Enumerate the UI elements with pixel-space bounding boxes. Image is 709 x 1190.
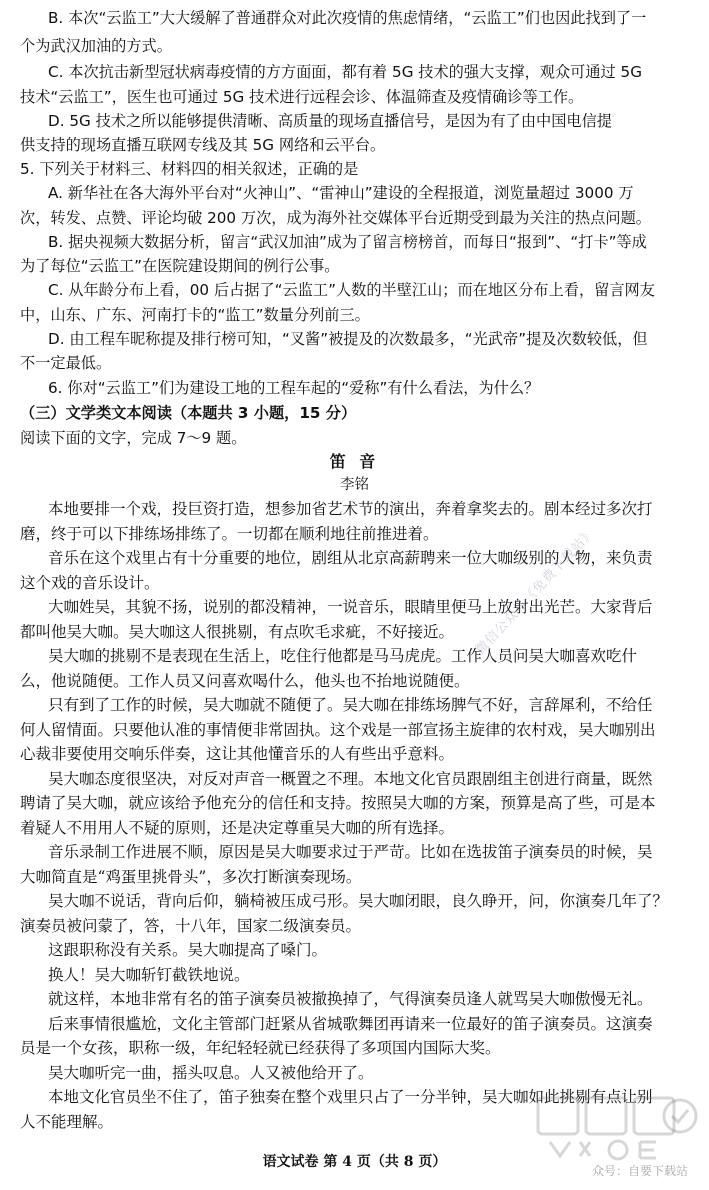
story-line: 吴大咖不说话，背向后仰，躺椅被压成弓形。吴大咖闭眼，良久睁开，问，你演奏几年了？	[48, 892, 669, 910]
q5-option-c-line-1: C. 从年龄分布上看，00 后占据了“云监工”人数的半壁江山；而在地区分布上看，留言网友	[48, 281, 655, 299]
story-line: 何人留情面。只要他认准的事情便非常固执。这个戏是一部宣扬主旋律的农村戏，吴大咖别出	[20, 721, 656, 739]
option-d-line-1: D. 5G 技术之所以能够提供清晰、高质量的现场直播信号，是因为有了由中国电信提	[48, 112, 612, 130]
option-c-line-1: C. 本次抗击新型冠状病毒疫情的方方面面，都有着 5G 技术的强大支撑，观众可通过 5G	[48, 63, 642, 81]
story-line: 大咖姓吴，其貌不扬，说别的都没精神，一说音乐，眼睛里便马上放射出光芒。大家背后	[48, 598, 653, 616]
story-line: 着疑人不用用人不疑的原则，还是决定尊重吴大咖的所有选择。	[20, 819, 455, 837]
q5-option-b-line-1: B. 据央视频大数据分析，留言“武汉加油”成为了留言榜榜首，而每日“报到”、“打卡”等成	[48, 233, 647, 251]
story-line: 么，他说随便。工作人员又问喜欢喝什么，他头也不抬地说随便。	[20, 672, 470, 690]
page-footer: 语文试卷 第 4 页（共 8 页）	[262, 1154, 447, 1170]
story-line: 演奏员被问蒙了，答，十八年，国家二级演奏员。	[20, 917, 362, 935]
story-line: 人不能理解。	[20, 1113, 114, 1131]
story-line: 吴大咖听完一曲，摇头叹息。人又被他给开了。	[48, 1064, 374, 1082]
option-b-line-2: 个为武汉加油的方式。	[20, 37, 172, 55]
story-line: 员是一个女孩，职称一级，年纪轻轻就已经获得了多项国内国际大奖。	[20, 1039, 501, 1057]
story-line: 本地要排一个戏，投巨资打造，想参加省艺术节的演出，奔着拿奖去的。剧本经过多次打	[48, 500, 653, 518]
question-5: 5. 下列关于材料三、材料四的相关叙述，正确的是	[20, 160, 359, 178]
section-instruction: 阅读下面的文字，完成 7～9 题。	[20, 429, 247, 447]
story-author: 李铭	[340, 477, 369, 493]
answer-site-watermark-logo	[520, 1090, 700, 1185]
story-line: 磨，终于可以下排练场排练了。一切都在顺利地往前推进着。	[20, 525, 439, 543]
story-line: 吴大咖态度很坚决，对反对声音一概置之不理。本地文化官员跟剧组主创进行商量，既然	[48, 770, 653, 788]
story-title: 笛 音	[329, 452, 380, 471]
q5-option-c-line-2: 中，山东、广东、河南打卡的“监工”数量分列前三。	[20, 306, 370, 324]
story-line: 音乐在这个戏里占有十分重要的地位，剧组从北京高薪聘来一位大咖级别的人物，来负责	[48, 549, 653, 567]
story-line: 心裁非要使用交响乐伴奏，这让其他懂音乐的人有些出乎意料。	[20, 745, 455, 763]
story-line: 本地文化官员坐不住了，笛子独奏在整个戏里只占了一分半钟，吴大咖如此挑剔有点让别	[48, 1088, 653, 1106]
q5-option-a-line-2: 次，转发、点赞、评论均破 200 万次，成为海外社交媒体平台近期受到最为关注的热点问题。	[20, 209, 651, 227]
story-line: 这个戏的音乐设计。	[20, 574, 160, 592]
story-line: 吴大咖的挑剔不是表现在生活上，吃住行他都是马马虎虎。工作人员问吴大咖喜欢吃什	[48, 647, 638, 665]
q5-option-a-line-1: A. 新华社在各大海外平台对“火神山”、“雷神山”建设的全程报道，浏览量超过 3000 万	[48, 184, 634, 202]
story-line: 都叫他吴大咖。吴大咖这人很挑剔，有点吹毛求疵，不好接近。	[20, 623, 455, 641]
question-6: 6. 你对“云监工”们为建设工地的工程车起的“爱称”有什么看法，为什么？	[48, 379, 540, 397]
story-line: 这跟职称没有关系。吴大咖提高了嗓门。	[48, 941, 328, 959]
story-line: 聘请了吴大咖，就应该给予他充分的信任和支持。按照吴大咖的方案，预算是高了些，可是本	[20, 794, 656, 812]
section-heading: （三）文学类文本阅读（本题共 3 小题，15 分）	[20, 404, 357, 422]
q5-option-d-line-2: 不一定最低。	[20, 354, 112, 372]
q5-option-b-line-2: 为了每位“云监工”在医院建设期间的例行公事。	[20, 257, 340, 275]
story-line: 就这样，本地非常有名的笛子演奏员被撤换掉了，气得演奏员逢人就骂吴大咖傲慢无礼。	[48, 990, 653, 1008]
corner-watermark-text: 众号：自要下载站	[591, 1164, 688, 1178]
q5-option-d-line-1: D. 由工程车昵称提及排行榜可知，“叉酱”被提及的次数最多，“光武帝”提及次数较低，但	[48, 330, 648, 348]
diagonal-watermark: 微信公众号《免费下载站》	[472, 524, 599, 658]
option-c-line-2: 技术“云监工”，医生也可通过 5G 技术进行远程会诊、体温筛查及疫情确诊等工作。	[20, 88, 584, 106]
story-line: 大咖简直是“鸡蛋里挑骨头”，多次打断演奏现场。	[20, 868, 362, 886]
story-line: 后来事情很尴尬，文化主管部门赶紧从省城歌舞团再请来一位最好的笛子演奏员。这演奏	[48, 1015, 653, 1033]
story-line: 音乐录制工作进展不顺，原因是吴大咖要求过于严苛。比如在选拔笛子演奏员的时候，吴	[48, 843, 653, 861]
story-line: 只有到了工作的时候，吴大咖就不随便了。吴大咖在排练场脾气不好，言辞犀利，不给任	[48, 696, 653, 714]
option-b-line-1: B. 本次“云监工”大大缓解了普通群众对此次疫情的焦虑情绪，“云监工”们也因此找到了一	[48, 9, 647, 27]
option-d-line-2: 供支持的现场直播互联网专线及其 5G 网络和云平台。	[20, 136, 386, 154]
story-line: 换人！吴大咖斩钉截铁地说。	[48, 966, 250, 984]
